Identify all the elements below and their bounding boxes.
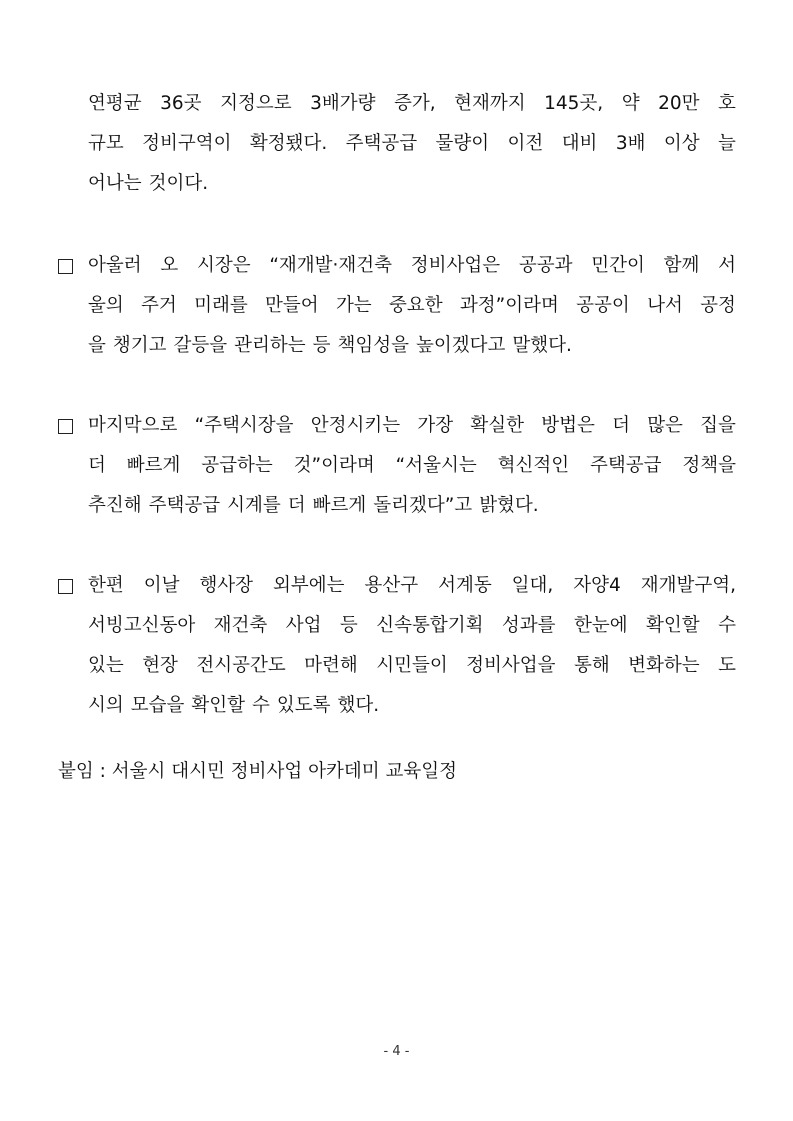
page-number: - 4 - <box>383 1044 410 1059</box>
paragraph-line: 있는 현장 전시공간도 마련해 시민들이 정비사업을 통해 변화하는 도 <box>88 655 736 676</box>
attachment-note: 붙임 : 서울시 대시민 정비사업 아카데미 교육일정 <box>58 761 457 782</box>
paragraph-line: 연평균 36곳 지정으로 3배가량 증가, 현재까지 145곳, 약 20만 호 <box>88 93 736 114</box>
paragraph-line: 을 챙기고 갈등을 관리하는 등 책임성을 높이겠다고 말했다. <box>88 335 572 356</box>
paragraph-line: 한편 이날 행사장 외부에는 용산구 서계동 일대, 자양4 재개발구역, <box>88 575 736 596</box>
paragraph-line: 아울러 오 시장은 “재개발·재건축 정비사업은 공공과 민간이 함께 서 <box>88 255 736 276</box>
paragraph-line: 마지막으로 “주택시장을 안정시키는 가장 확실한 방법은 더 많은 집을 <box>88 415 736 436</box>
checkbox-bullet-icon <box>58 259 73 274</box>
paragraph-line: 더 빠르게 공급하는 것”이라며 “서울시는 혁신적인 주택공급 정책을 <box>88 455 736 476</box>
paragraph-line: 추진해 주택공급 시계를 더 빠르게 돌리겠다”고 밝혔다. <box>88 495 539 516</box>
paragraph-line: 시의 모습을 확인할 수 있도록 했다. <box>88 695 380 716</box>
paragraph-line: 어나는 것이다. <box>88 173 209 194</box>
paragraph-line: 규모 정비구역이 확정됐다. 주택공급 물량이 이전 대비 3배 이상 늘 <box>88 133 736 154</box>
paragraph-line: 울의 주거 미래를 만들어 가는 중요한 과정”이라며 공공이 나서 공정 <box>88 295 736 316</box>
checkbox-bullet-icon <box>58 579 73 594</box>
checkbox-bullet-icon <box>58 419 73 434</box>
paragraph-line: 서빙고신동아 재건축 사업 등 신속통합기획 성과를 한눈에 확인할 수 <box>88 615 736 636</box>
